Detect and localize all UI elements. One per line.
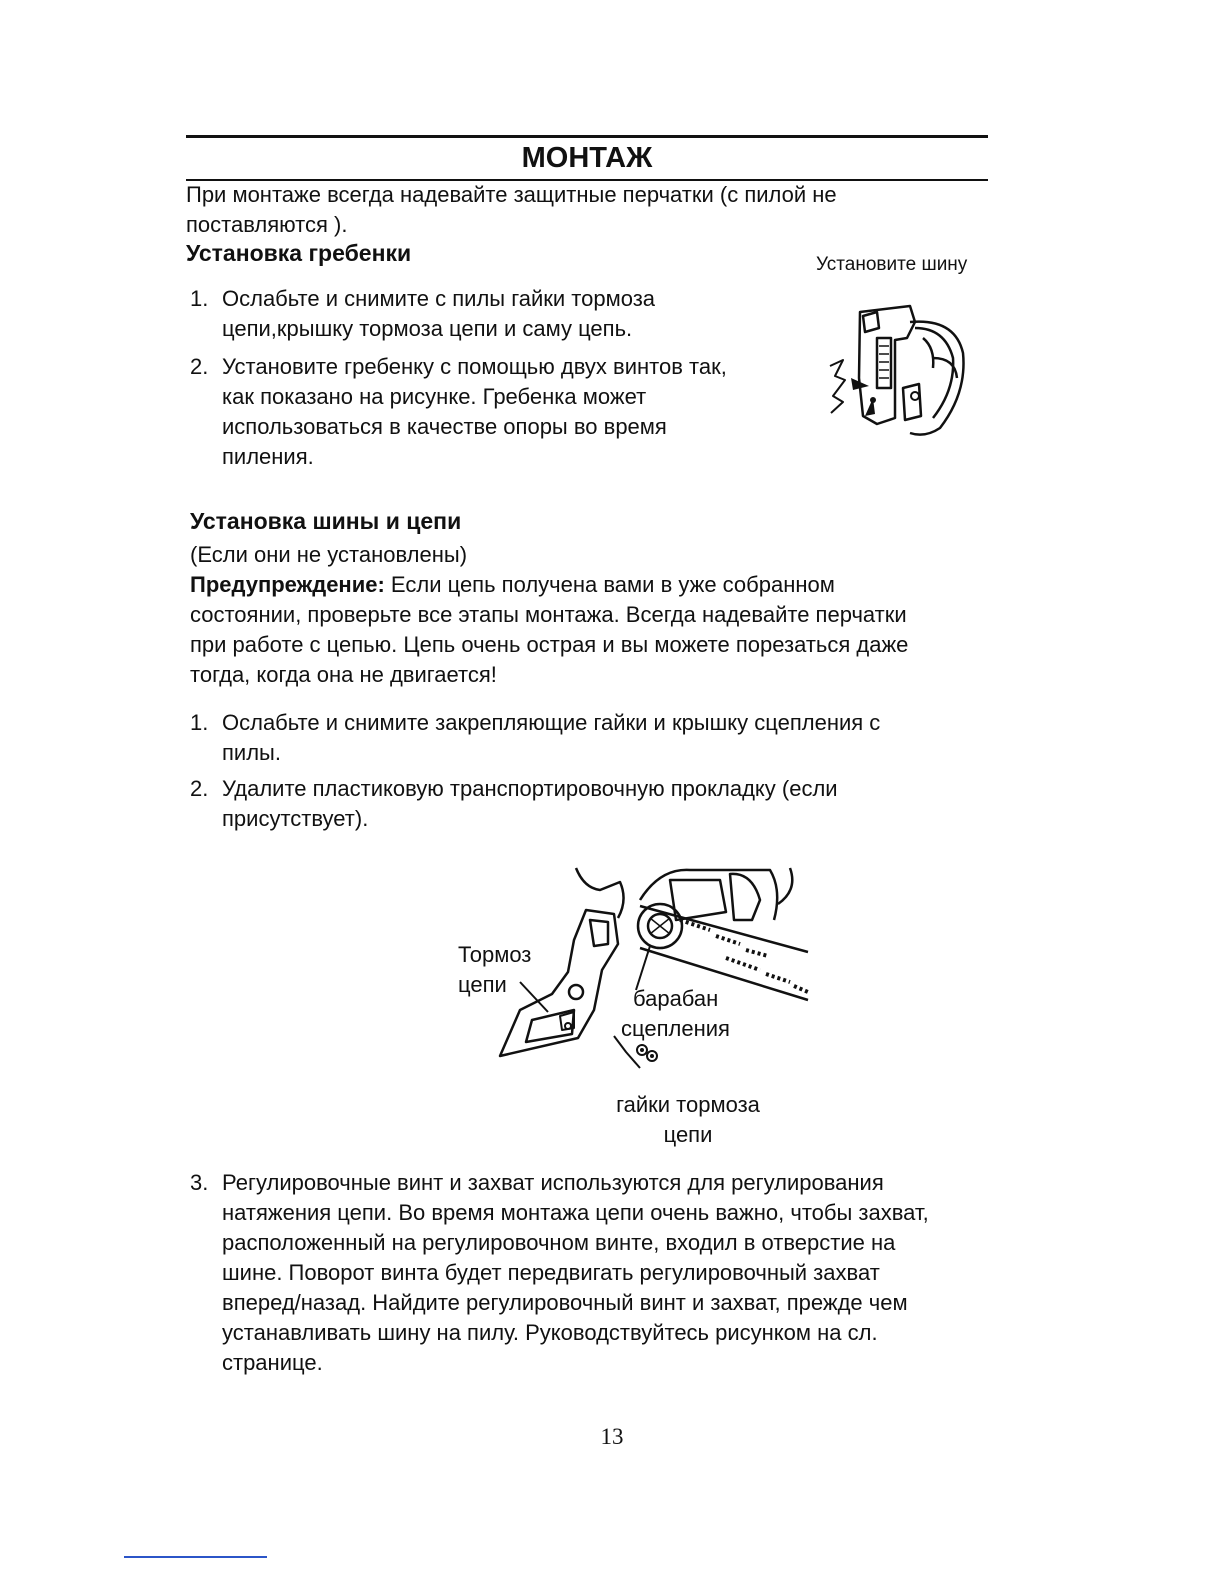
list-item-number: 1. xyxy=(190,710,209,735)
list-item-line: натяжения цепи. Во время монтажа цепи очень важно, чтобы захват, xyxy=(222,1200,929,1225)
list-item-line: расположенный на регулировочном винте, входил в отверстие на xyxy=(222,1230,896,1255)
page-link-underline xyxy=(124,1556,267,1558)
warning-label: Предупреждение: xyxy=(190,572,385,597)
list-item-line: пиления. xyxy=(222,444,314,469)
list-item-line: присутствует). xyxy=(222,806,369,831)
saw-comb-illustration xyxy=(815,298,975,443)
list-item-line: Ослабьте и снимите закрепляющие гайки и крышку сцепления с xyxy=(222,710,881,735)
list-item xyxy=(190,1168,990,1380)
label-line: сцепления xyxy=(621,1016,730,1041)
label-line: цепи xyxy=(458,972,507,997)
label-line: гайки тормоза xyxy=(616,1092,760,1117)
label-line: Тормоз xyxy=(458,942,532,967)
list-item-number: 2. xyxy=(190,776,209,801)
warning-line-4: тогда, когда она не двигается! xyxy=(190,662,497,687)
list-item-line: пилы. xyxy=(222,740,281,765)
title-top-rule xyxy=(186,135,988,138)
warning-line-1 xyxy=(190,570,835,600)
intro-line-1: При монтаже всегда надевайте защитные перчатки (с пилой не xyxy=(186,182,837,207)
label-clutch-drum xyxy=(621,984,730,1044)
list-item-line: устанавливать шину на пилу. Руководствуйтесь рисунком на сл. xyxy=(222,1320,878,1345)
section-heading-comb: Установка гребенки xyxy=(186,240,412,266)
list-item xyxy=(190,708,980,770)
list-item-line: шине. Поворот винта будет передвигать регулировочный захват xyxy=(222,1260,880,1285)
warning-text: Если цепь получена вами в уже собранном xyxy=(384,572,835,597)
label-brake-nuts xyxy=(609,1090,767,1150)
list-item-line: странице. xyxy=(222,1350,323,1375)
list-item-line: Ослабьте и снимите с пилы гайки тормоза xyxy=(222,286,656,311)
list-item-line: Регулировочные винт и захват используются для регулирования xyxy=(222,1170,884,1195)
list-item-number: 2. xyxy=(190,354,209,379)
page-title: МОНТАЖ xyxy=(521,142,653,174)
figure-caption-install-bar: Установите шину xyxy=(816,254,968,275)
list-item-line: Установите гребенку с помощью двух винтов так, xyxy=(222,354,727,379)
warning-line-3: при работе с цепью. Цепь очень острая и вы можете порезаться даже xyxy=(190,632,909,657)
list-item xyxy=(190,774,980,836)
list-item-line: Удалите пластиковую транспортировочную прокладку (если xyxy=(222,776,838,801)
section-subtitle: (Если они не установлены) xyxy=(190,542,468,567)
list-item xyxy=(190,284,790,346)
list-item-number: 1. xyxy=(190,286,209,311)
list-item-line: цепи,крышку тормоза цепи и саму цепь. xyxy=(222,316,633,341)
label-line: цепи xyxy=(663,1122,713,1147)
list-item-line: использоваться в качестве опоры во время xyxy=(222,414,667,439)
label-chain-brake xyxy=(458,940,531,1000)
warning-line-2: состоянии, проверьте все этапы монтажа. Всегда надевайте перчатки xyxy=(190,602,907,627)
list-item-line: как показано на рисунке. Гребенка может xyxy=(222,384,647,409)
section-heading-bar-chain: Установка шины и цепи xyxy=(190,508,462,534)
intro-line-2: поставляются ). xyxy=(186,212,348,237)
list-item-line: вперед/назад. Найдите регулировочный винт и захват, прежде чем xyxy=(222,1290,908,1315)
list-item-number: 3. xyxy=(190,1170,209,1195)
label-line: барабан xyxy=(633,986,719,1011)
page-number: 13 xyxy=(600,1424,624,1449)
list-item xyxy=(190,352,790,474)
